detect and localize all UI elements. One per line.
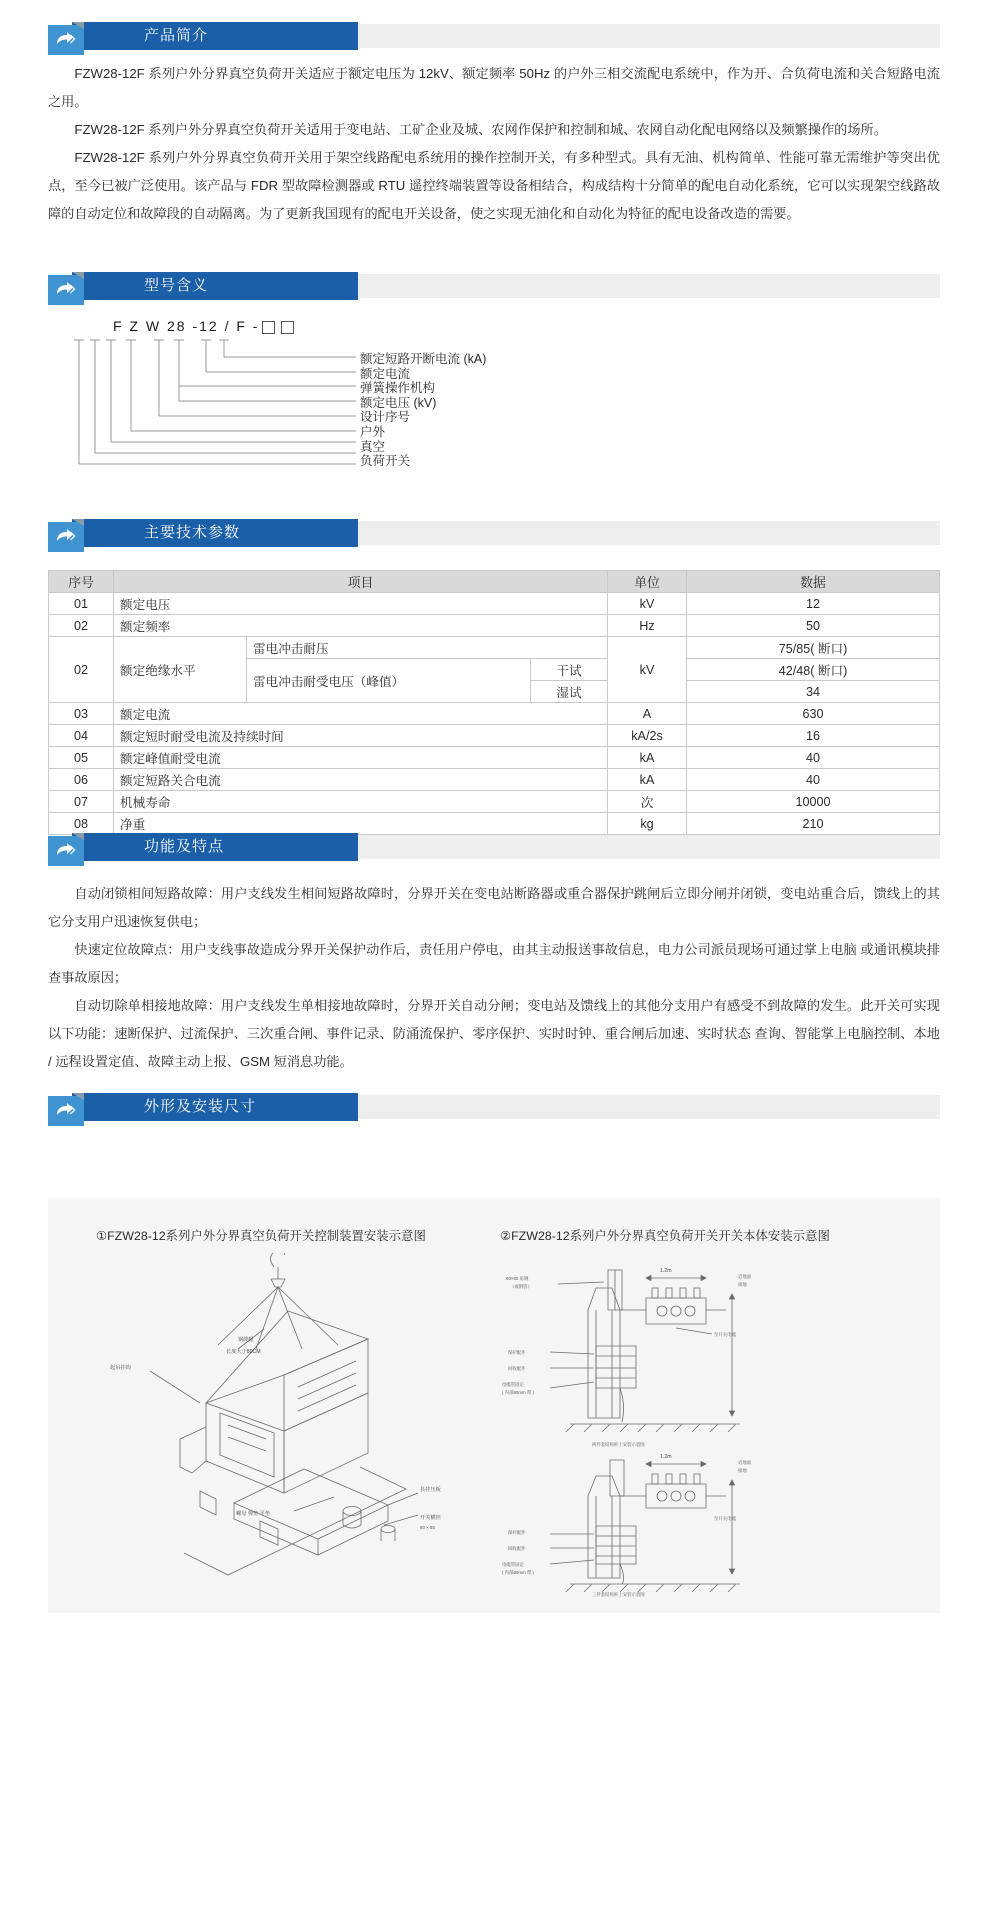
cell-item: 额定短路关合电流 bbox=[114, 769, 608, 791]
switch-body-installation-drawing bbox=[500, 1248, 900, 1598]
cell-value: 42/48( 断口) bbox=[687, 659, 940, 681]
cell-value: 40 bbox=[687, 769, 940, 791]
section-title: 型号含义 bbox=[144, 277, 209, 294]
label-ground-upper-1: 近地面 bbox=[738, 1274, 752, 1279]
arrow-icon bbox=[48, 275, 84, 305]
label-rope-length: 长度大于80CM bbox=[226, 1349, 261, 1355]
cell-index: 02 bbox=[49, 637, 114, 703]
table-row bbox=[49, 769, 940, 791]
label-panel-upper-2: 回收配件 bbox=[508, 1366, 526, 1371]
model-label: 额定电流 bbox=[360, 366, 411, 381]
feature-paragraph-2: 快速定位故障点：用户支线事故造成分界开关保护动作后，责任用户停电，由其主动报送事故信息，电力公司派员现场可通过掌上电脑 或通讯模块排查事故原因； bbox=[48, 942, 940, 985]
model-label: 弹簧操作机构 bbox=[360, 381, 436, 396]
cell-value: 630 bbox=[687, 703, 940, 725]
label-panel-lower-2: 回收配件 bbox=[508, 1546, 526, 1551]
model-code-prefix: F Z W 28 -12 / F - bbox=[113, 318, 260, 334]
cell-index: 02 bbox=[49, 615, 114, 637]
cell-unit: Hz bbox=[608, 615, 687, 637]
model-leader-lines bbox=[48, 306, 368, 506]
section-title: 主要技术参数 bbox=[144, 524, 241, 541]
cell-item: 额定峰值耐受电流 bbox=[114, 747, 608, 769]
arrow-icon bbox=[48, 522, 84, 552]
cell-unit: kA/2s bbox=[608, 725, 687, 747]
feature-paragraph-3: 自动切除单相接地故障：用户支线发生单相接地故障时，分界开关自动分闸；变电站及馈线上的其他分支用户有感受不到故障的发生。此开关可实现以下功能：速断保护、过流保护、三次重合闸、事件记录、防涌流保护、零序保护、实时时钟、重合闸后加速、实时状态 查询、智能掌上电脑控制、本地 / 远程设置定值、故障主动上报、GSM 短消息功能。 bbox=[48, 998, 940, 1069]
ribbon-tail bbox=[358, 1095, 940, 1119]
feature-paragraph-1: 自动闭锁相间短路故障：用户支线发生相间短路故障时，分界开关在变电站断路器或重合器保护跳闸后立即分闸并闭锁，变电站重合后，馈线上的其它分支用户迅速恢复供电； bbox=[48, 886, 940, 929]
features-paragraphs bbox=[48, 880, 940, 1076]
table-row bbox=[49, 725, 940, 747]
ribbon-tail bbox=[358, 835, 940, 859]
label-panel-lower-3b: ( 内部90mm 带 ) bbox=[502, 1570, 534, 1575]
cell-item: 额定短时耐受电流及持续时间 bbox=[114, 725, 608, 747]
cell-value: 10000 bbox=[687, 791, 940, 813]
model-label: 额定电压 (kV) bbox=[360, 395, 437, 410]
section-title: 外形及安装尺寸 bbox=[144, 1098, 257, 1115]
cell-index: 01 bbox=[49, 593, 114, 615]
cell-unit: kV bbox=[608, 637, 687, 703]
table-row bbox=[49, 593, 940, 615]
label-ground-lower-2: 接地 bbox=[738, 1468, 747, 1473]
cell-value: 40 bbox=[687, 747, 940, 769]
model-designation-diagram bbox=[48, 306, 940, 506]
arrow-icon bbox=[48, 836, 84, 866]
label-panel-upper-1: 保护配件 bbox=[508, 1350, 526, 1355]
ribbon-bar bbox=[72, 272, 358, 300]
dimension-diagram-panel bbox=[48, 1198, 940, 1613]
table-row bbox=[49, 703, 940, 725]
control-unit-installation-drawing bbox=[88, 1253, 488, 1593]
cell-unit: 次 bbox=[608, 791, 687, 813]
label-note-two-piece: 两件套结构杆上安装示意图 bbox=[592, 1442, 645, 1447]
table-row bbox=[49, 791, 940, 813]
table-row bbox=[49, 813, 940, 835]
model-label: 负荷开关 bbox=[360, 454, 411, 469]
cell-unit: kA bbox=[608, 747, 687, 769]
section-header-dimensions bbox=[48, 1093, 940, 1121]
label-dimension-upper: 1.2m bbox=[660, 1268, 672, 1274]
intro-paragraphs bbox=[48, 60, 940, 228]
label-dimension-lower: 1.2m bbox=[660, 1454, 672, 1460]
cell-item: 额定频率 bbox=[114, 615, 608, 637]
section-header-model bbox=[48, 272, 940, 300]
label-note-three-piece: 三件套结构杆上安装示意图 bbox=[592, 1592, 645, 1597]
diagram-caption-right: ②FZW28-12系列户外分界真空负荷开关开关本体安装示意图 bbox=[500, 1229, 830, 1243]
cell-index: 07 bbox=[49, 791, 114, 813]
section-header-features bbox=[48, 833, 940, 861]
label-hoist-hook: 起吊挂钩 bbox=[110, 1365, 131, 1371]
cell-item-group: 额定绝缘水平 bbox=[114, 637, 247, 703]
ribbon-tail bbox=[358, 274, 940, 298]
section-header-intro bbox=[48, 22, 940, 50]
table-row bbox=[49, 747, 940, 769]
table-row bbox=[49, 637, 940, 659]
col-header-index: 序号 bbox=[49, 571, 114, 593]
label-switch-bracket: 开关横担 bbox=[420, 1515, 441, 1521]
label-plate: 县挂压板 bbox=[420, 1487, 441, 1493]
cell-subitem: 雷电冲击耐压 bbox=[247, 637, 608, 659]
label-panel-upper-3b: ( 内部90mm 带 ) bbox=[502, 1390, 534, 1395]
arrow-icon bbox=[48, 1096, 84, 1126]
label-switch-bracket-size: 80 × 85 bbox=[420, 1525, 435, 1530]
cell-subitem: 雷电冲击耐受电压（峰值） bbox=[247, 659, 531, 703]
cell-index: 03 bbox=[49, 703, 114, 725]
cell-value: 16 bbox=[687, 725, 940, 747]
cell-index: 05 bbox=[49, 747, 114, 769]
model-label: 设计序号 bbox=[360, 410, 411, 425]
specifications-table bbox=[48, 570, 940, 835]
label-cable-lower: 至开关电缆 bbox=[714, 1516, 736, 1521]
model-label: 户外 bbox=[360, 424, 386, 439]
section-title: 功能及特点 bbox=[144, 838, 225, 855]
arrow-icon bbox=[48, 25, 84, 55]
model-label: 真空 bbox=[360, 439, 386, 454]
ribbon-bar bbox=[72, 22, 358, 50]
label-pole-material: 60×60 角钢 bbox=[506, 1276, 529, 1281]
cell-unit: A bbox=[608, 703, 687, 725]
model-label-list bbox=[360, 352, 486, 469]
cell-item: 额定电压 bbox=[114, 593, 608, 615]
col-header-item: 项目 bbox=[114, 571, 608, 593]
label-cable-upper: 至开关电缆 bbox=[714, 1332, 736, 1337]
model-label: 额定短路开断电流 (kA) bbox=[360, 352, 487, 366]
ribbon-tail bbox=[358, 24, 940, 48]
cell-index: 04 bbox=[49, 725, 114, 747]
intro-paragraph-2: FZW28-12F 系列户外分界真空负荷开关适用于变电站、工矿企业及城、农网作保护和控制和城、农网自动化配电网络以及频繁操作的场所。 bbox=[74, 122, 887, 137]
label-nut-washer: 螺母 弹垫 平垫 bbox=[236, 1511, 271, 1517]
label-ground-upper-2: 接地 bbox=[738, 1282, 747, 1287]
cell-unit: kg bbox=[608, 813, 687, 835]
cell-item: 净重 bbox=[114, 813, 608, 835]
cell-value: 210 bbox=[687, 813, 940, 835]
cell-index: 08 bbox=[49, 813, 114, 835]
section-title: 产品简介 bbox=[144, 27, 209, 44]
diagram-caption-left: ①FZW28-12系列户外分界真空负荷开关控制装置安装示意图 bbox=[96, 1229, 426, 1243]
cell-index: 06 bbox=[49, 769, 114, 791]
intro-paragraph-1: FZW28-12F 系列户外分界真空负荷开关适应于额定电压为 12kV、额定频率 50Hz 的户外三相交流配电系统中，作为开、合负荷电流和关合短路电流之用。 bbox=[48, 66, 940, 109]
col-header-data: 数据 bbox=[687, 571, 940, 593]
label-pole-material-alt: （或钢管） bbox=[510, 1284, 532, 1289]
cell-subcondition: 干试 bbox=[531, 659, 608, 681]
label-rope: 钢缆绳 bbox=[238, 1337, 254, 1343]
cell-item: 机械寿命 bbox=[114, 791, 608, 813]
cell-unit: kV bbox=[608, 593, 687, 615]
label-panel-lower-1: 保杆配件 bbox=[508, 1530, 526, 1535]
ribbon-tail bbox=[358, 521, 940, 545]
table-row bbox=[49, 615, 940, 637]
cell-item: 额定电流 bbox=[114, 703, 608, 725]
section-header-specs bbox=[48, 519, 940, 547]
cell-value: 34 bbox=[687, 681, 940, 703]
intro-paragraph-3: FZW28-12F 系列户外分界真空负荷开关用于架空线路配电系统用的操作控制开关，有多种型式。具有无油、机构简单、性能可靠无需维护等突出优点，至今已被广泛使用。该产品与 FDR 型故障检测器或 RTU 遥控终端装置等设备相结合，构成结构十分简单的配电自动化系统，它可以实现架空线路故障的自动定位和故障段的自动隔离。为了更新我国现有的配电开关设备，使之实现无油化和自动化为特征的配电设备改造的需要。 bbox=[48, 150, 940, 221]
label-panel-upper-3: 电缆管固定 bbox=[502, 1382, 524, 1387]
table-header-row bbox=[49, 571, 940, 593]
cell-unit: kA bbox=[608, 769, 687, 791]
label-ground-lower-1: 近地面 bbox=[738, 1460, 752, 1465]
cell-subcondition: 湿试 bbox=[531, 681, 608, 703]
col-header-unit: 单位 bbox=[608, 571, 687, 593]
label-panel-lower-3: 电缆管固定 bbox=[502, 1562, 524, 1567]
cell-value: 50 bbox=[687, 615, 940, 637]
cell-value: 12 bbox=[687, 593, 940, 615]
cell-value: 75/85( 断口) bbox=[687, 637, 940, 659]
